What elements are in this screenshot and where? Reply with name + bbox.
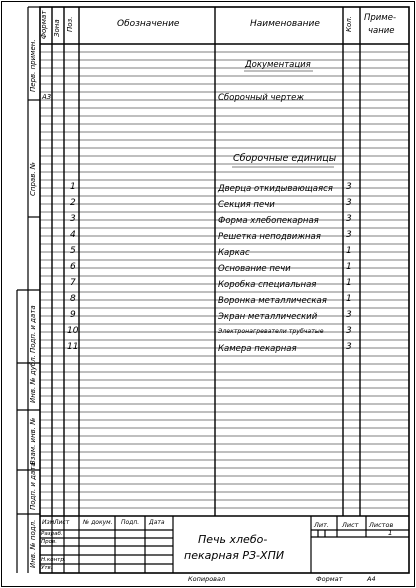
tb-list: Лист	[54, 519, 70, 526]
footer-kopiroval: Копировал	[188, 575, 226, 583]
tb-sheets-value: 1	[388, 529, 393, 537]
item-name: Каркас	[218, 248, 250, 258]
footer-format: Формат	[316, 575, 343, 583]
header-qty: Кол.	[345, 16, 353, 32]
item-qty: 3	[346, 198, 352, 208]
item-pos: 8	[70, 294, 76, 304]
side-inv-dubl: Инв. № дубл.	[29, 355, 37, 403]
item-name: Электронагреватели трубчатые	[218, 328, 324, 335]
tb-n-kontr: Н.контр.	[41, 557, 66, 563]
tb-sheet: Лист	[342, 521, 359, 529]
item-name: Основание печи	[218, 264, 291, 274]
tb-title-line2: пекарная РЗ-ХПИ	[184, 549, 285, 562]
header-name: Наименование	[250, 19, 320, 29]
footer-format-value: А4	[367, 575, 376, 583]
item-pos: 10	[67, 326, 79, 336]
tb-prov: Пров.	[41, 539, 57, 545]
item-name: Коробка специальная	[218, 280, 317, 290]
tb-sheets: Листов	[369, 521, 394, 529]
item-qty: 1	[346, 262, 352, 272]
header-note-line1: Приме-	[364, 13, 397, 23]
item-name: Воронка металлическая	[218, 296, 327, 306]
item-pos: 5	[70, 246, 76, 256]
section-assembly-units: Сборочные единицы	[233, 153, 337, 164]
header-zone: Зона	[53, 19, 61, 37]
item-pos: 9	[70, 310, 76, 320]
doc-row-format: А3	[42, 93, 52, 101]
side-podp-data-2: Подп. и дата	[29, 462, 37, 510]
item-qty: 3	[346, 230, 352, 240]
item-pos: 2	[70, 198, 76, 208]
item-pos: 1	[70, 182, 76, 192]
column-lines	[52, 7, 360, 516]
item-name: Решетка неподвижная	[218, 232, 321, 242]
item-pos: 6	[70, 262, 76, 272]
doc-row-name: Сборочный чертеж	[218, 93, 304, 103]
item-name: Дверца откидывающаяся	[218, 184, 333, 194]
item-qty: 3	[346, 342, 352, 352]
item-pos: 11	[67, 342, 79, 352]
item-qty: 1	[346, 294, 352, 304]
side-inv-podl: Инв. № подл.	[29, 519, 37, 568]
item-qty: 3	[346, 214, 352, 224]
item-pos: 4	[70, 230, 76, 240]
tb-title-line1: Печь хлебо-	[198, 533, 268, 546]
tb-podp: Подп.	[121, 519, 140, 526]
tb-lit: Лит.	[314, 521, 329, 529]
item-qty: 3	[346, 182, 352, 192]
side-sprav-no: Справ. №	[29, 161, 37, 196]
item-name: Экран металлический	[218, 312, 318, 322]
header-pos: Поз.	[66, 16, 74, 32]
tb-docum: № докум.	[83, 519, 113, 526]
section-documentation: Документация	[245, 60, 311, 70]
tb-utv: Утв.	[41, 565, 53, 571]
item-name: Форма хлебопекарная	[218, 216, 319, 226]
tb-data: Дата	[149, 519, 165, 526]
tb-izm: Изм	[42, 519, 55, 526]
item-qty: 3	[346, 310, 352, 320]
item-pos: 3	[70, 214, 76, 224]
header-designation: Обозначение	[117, 19, 180, 29]
item-qty: 3	[346, 326, 352, 336]
side-perv-primen: Перв. примен.	[29, 39, 37, 92]
item-qty: 1	[346, 278, 352, 288]
tb-razrab: Разраб.	[41, 531, 63, 537]
item-name: Секция печи	[218, 200, 275, 210]
header-format: Формат	[40, 10, 48, 39]
header-note-line2: чание	[368, 26, 395, 36]
item-pos: 7	[70, 278, 76, 288]
item-qty: 1	[346, 246, 352, 256]
side-podp-data-1: Подп. и дата	[29, 305, 37, 353]
side-vzam-inv: Взам. инв. №	[29, 417, 37, 465]
item-name: Камера пекарная	[218, 344, 297, 354]
